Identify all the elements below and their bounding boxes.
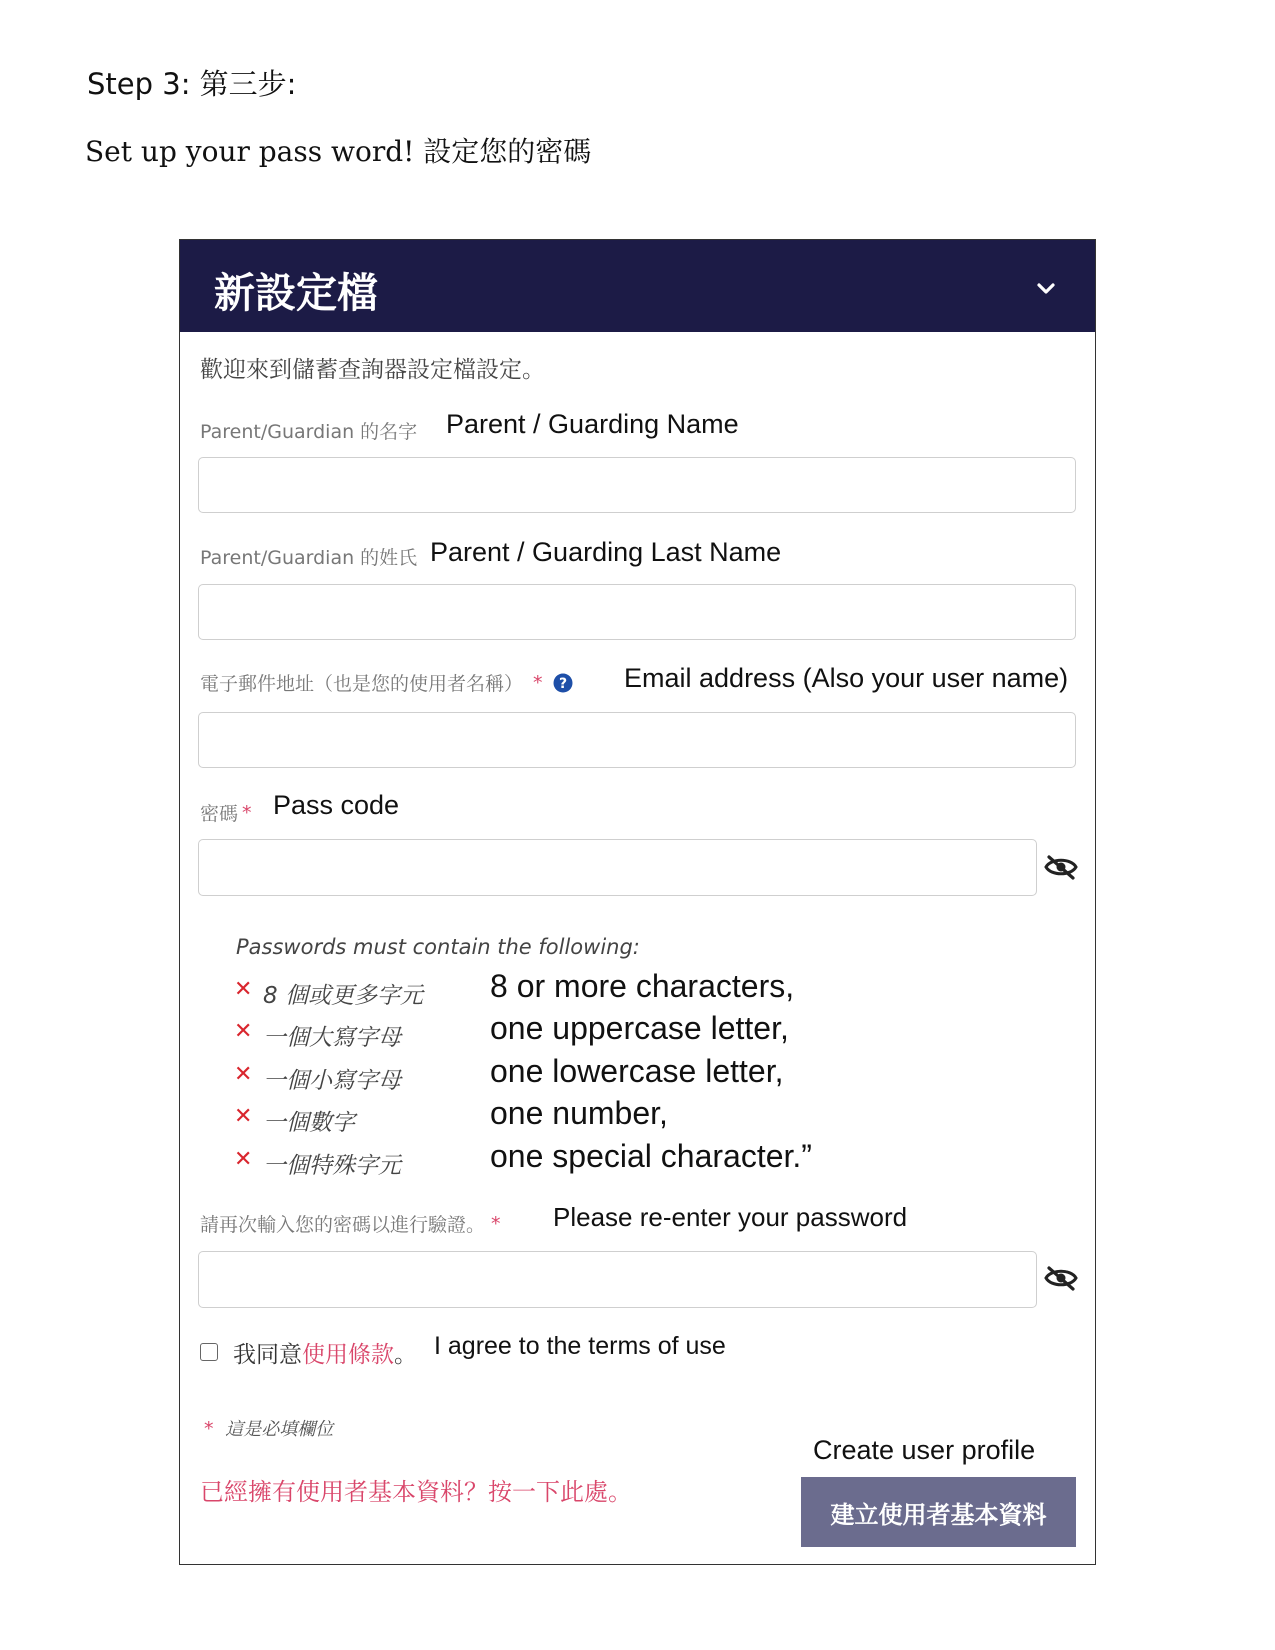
eye-slash-icon[interactable] [1044,1265,1078,1291]
create-profile-label-en: Create user profile [813,1435,1036,1465]
last-name-label-en: Parent / Guarding Last Name [430,537,782,567]
existing-profile-link[interactable]: 已經擁有使用者基本資料？按一下此處。 [200,1478,632,1506]
email-label-row [200,669,573,696]
terms-link[interactable]: 使用條款 [302,1342,394,1368]
terms-label [233,1336,417,1369]
password-label: 密碼 [200,803,239,825]
terms-suffix: 。 [394,1342,417,1368]
required-mark: * [491,1212,501,1235]
requirement-status-icon: ✕ [234,1104,253,1129]
question-circle-icon[interactable] [553,673,573,693]
terms-label-en: I agree to the terms of use [434,1332,726,1360]
required-mark: * [533,671,543,694]
confirm-password-label: 請再次輸入您的密碼以進行驗證。 [200,1214,486,1236]
requirement-status-icon: ✕ [234,1147,253,1172]
terms-checkbox[interactable] [200,1343,218,1361]
terms-prefix: 我同意 [233,1342,302,1368]
eye-slash-icon[interactable] [1044,854,1078,880]
email-input[interactable] [198,712,1076,768]
requirement-status-icon: ✕ [234,1062,253,1087]
requirement-en: one number, [490,1095,668,1131]
confirm-password-input[interactable] [198,1251,1037,1308]
required-mark: * [204,1418,214,1440]
required-note-text: 這是必填欄位 [225,1419,334,1440]
requirement-en: one lowercase letter, [490,1053,784,1089]
first-name-input[interactable] [198,457,1076,513]
required-note [204,1415,333,1441]
email-label-en: Email address (Also your user name) [624,663,1069,693]
password-requirements-title: Passwords must contain the following: [236,935,640,959]
requirement-zh: 一個數字 [263,1110,355,1136]
first-name-label-en: Parent / Guarding Name [446,409,739,439]
profile-form [179,239,1096,1565]
password-input[interactable] [198,839,1037,896]
requirement-en: one special character.” [490,1138,812,1174]
requirement-en: 8 or more characters, [490,968,795,1004]
requirement-en: one uppercase letter, [490,1010,789,1046]
create-profile-button[interactable]: 建立使用者基本資料 [801,1477,1076,1547]
requirement-status-icon: ✕ [234,977,253,1002]
email-label: 電子郵件地址（也是您的使用者名稱） [200,673,524,695]
required-mark: * [242,801,252,824]
password-label-en: Pass code [273,790,400,820]
requirement-status-icon: ✕ [234,1019,253,1044]
form-title: 新設定檔 [214,269,378,317]
confirm-password-label-en: Please re-enter your password [553,1202,908,1232]
requirement-zh: 一個大寫字母 [263,1025,401,1051]
last-name-input[interactable] [198,584,1076,640]
form-header[interactable] [180,240,1095,332]
svg-text:?: ? [558,675,567,692]
step-subtitle: Set up your pass word! 設定您的密碼 [85,135,592,168]
requirement-zh: 一個特殊字元 [263,1153,401,1179]
requirement-zh: 一個小寫字母 [263,1068,401,1094]
password-label-row [200,799,252,826]
requirement-zh: 8 個或更多字元 [263,983,423,1009]
step-title: Step 3: 第三步: [87,67,297,101]
chevron-down-icon[interactable] [1035,278,1057,300]
welcome-text: 歡迎來到儲蓄查詢器設定檔設定。 [200,357,545,383]
first-name-label: Parent/Guardian 的名字 [200,421,418,443]
confirm-label-row [200,1210,501,1237]
last-name-label: Parent/Guardian 的姓氏 [200,547,418,569]
